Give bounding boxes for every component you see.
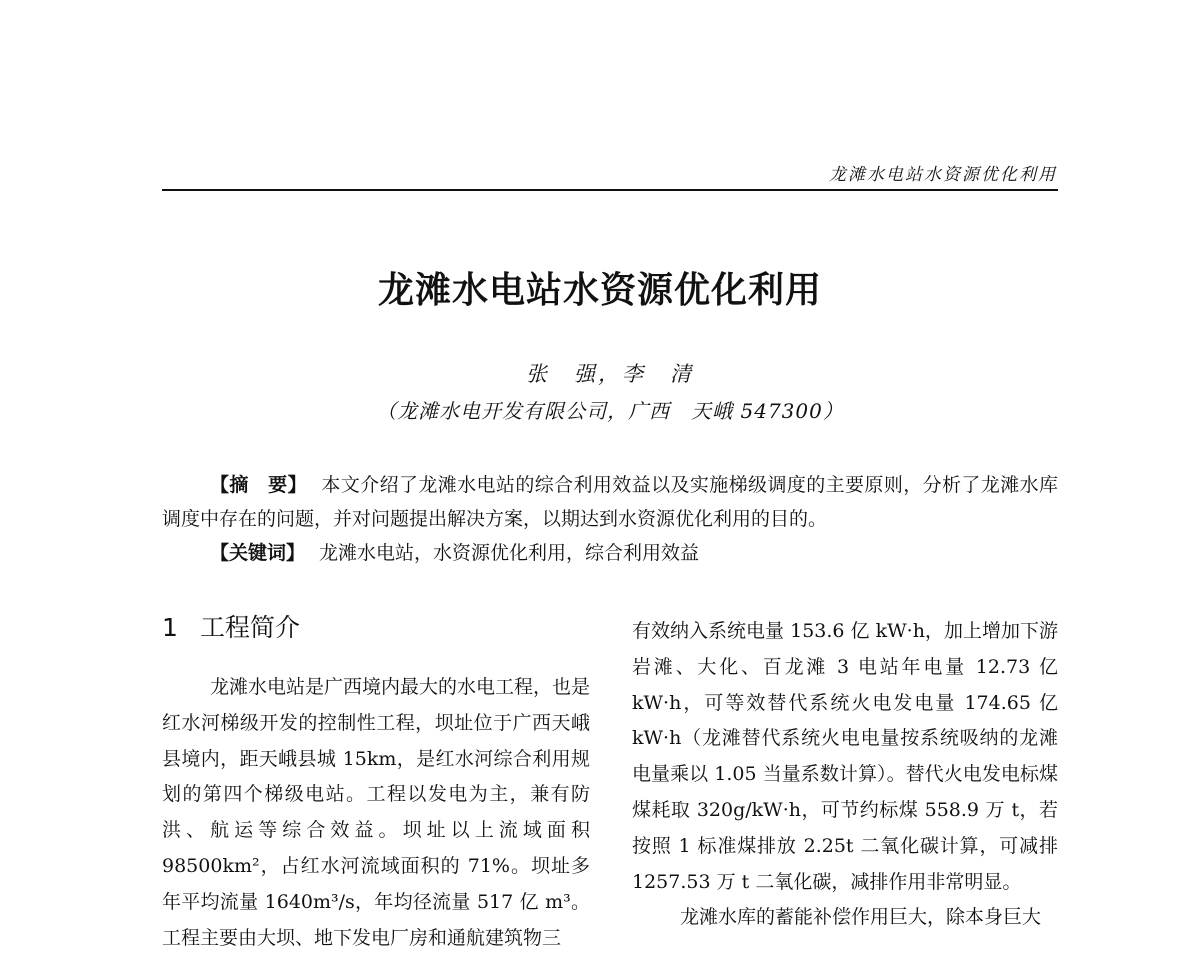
right-paragraph-2: 龙滩水库的蓄能补偿作用巨大，除本身巨大	[680, 906, 1042, 929]
right-column	[632, 614, 1058, 936]
left-paragraph: 龙滩水电站是广西境内最大的水电工程，也是红水河梯级开发的控制性工程，坝址位于广西天峨县境内，距天峨县城 15km，是红水河综合利用规划的第四个梯级电站。工程以发电为主，兼有防洪、航运等综合效益。坝址以上流域面积 98500km²，占红水河流域面积的 71%。坝址多年平均流量 1640m³/s，年均径流量 517 亿 m³。工程主要由大坝、地下发电厂房和通航建筑物三	[162, 676, 591, 949]
header-rule	[162, 189, 1058, 191]
keywords	[162, 536, 1058, 570]
keywords-text: 龙滩水电站，水资源优化利用，综合利用效益	[319, 542, 700, 564]
abstract-text: 本文介绍了龙滩水电站的综合利用效益以及实施梯级调度的主要原则，分析了龙滩水库调度中存在的问题，并对问题提出解决方案，以期达到水资源优化利用的目的。	[162, 474, 1058, 530]
section-1-number: 1	[162, 613, 178, 642]
authors: 张 强，李 清	[526, 362, 694, 386]
abstract	[162, 468, 1058, 536]
right-paragraph-1: 有效纳入系统电量 153.6 亿 kW·h，加上增加下游岩滩、大化、百龙滩 3 电站年电量 12.73 亿 kW·h，可等效替代系统火电发电量 174.65 亿 kW·h（龙滩替代系统火电电量按系统吸纳的龙滩电量乘以 1.05 当量系数计算）。替代火电发电标煤煤耗取 320g/kW·h，可节约标煤 558.9 万 t，若按照 1 标准煤排放 2.25t 二氧化碳计算，可减排 1257.53 万 t 二氧化碳，减排作用非常明显。	[632, 620, 1058, 893]
paper-title: 龙滩水电站水资源优化利用	[377, 270, 822, 311]
left-column	[162, 610, 590, 956]
abstract-block	[162, 468, 1058, 570]
section-1-heading	[162, 610, 590, 646]
section-1-title: 工程简介	[200, 613, 301, 642]
keywords-label: 【关键词】	[210, 542, 306, 564]
abstract-label: 【摘 要】	[210, 474, 307, 496]
affiliation: （龙滩水电开发有限公司，广西 天峨 547300）	[376, 399, 844, 423]
running-header: 龙滩水电站水资源优化利用	[829, 165, 1057, 185]
